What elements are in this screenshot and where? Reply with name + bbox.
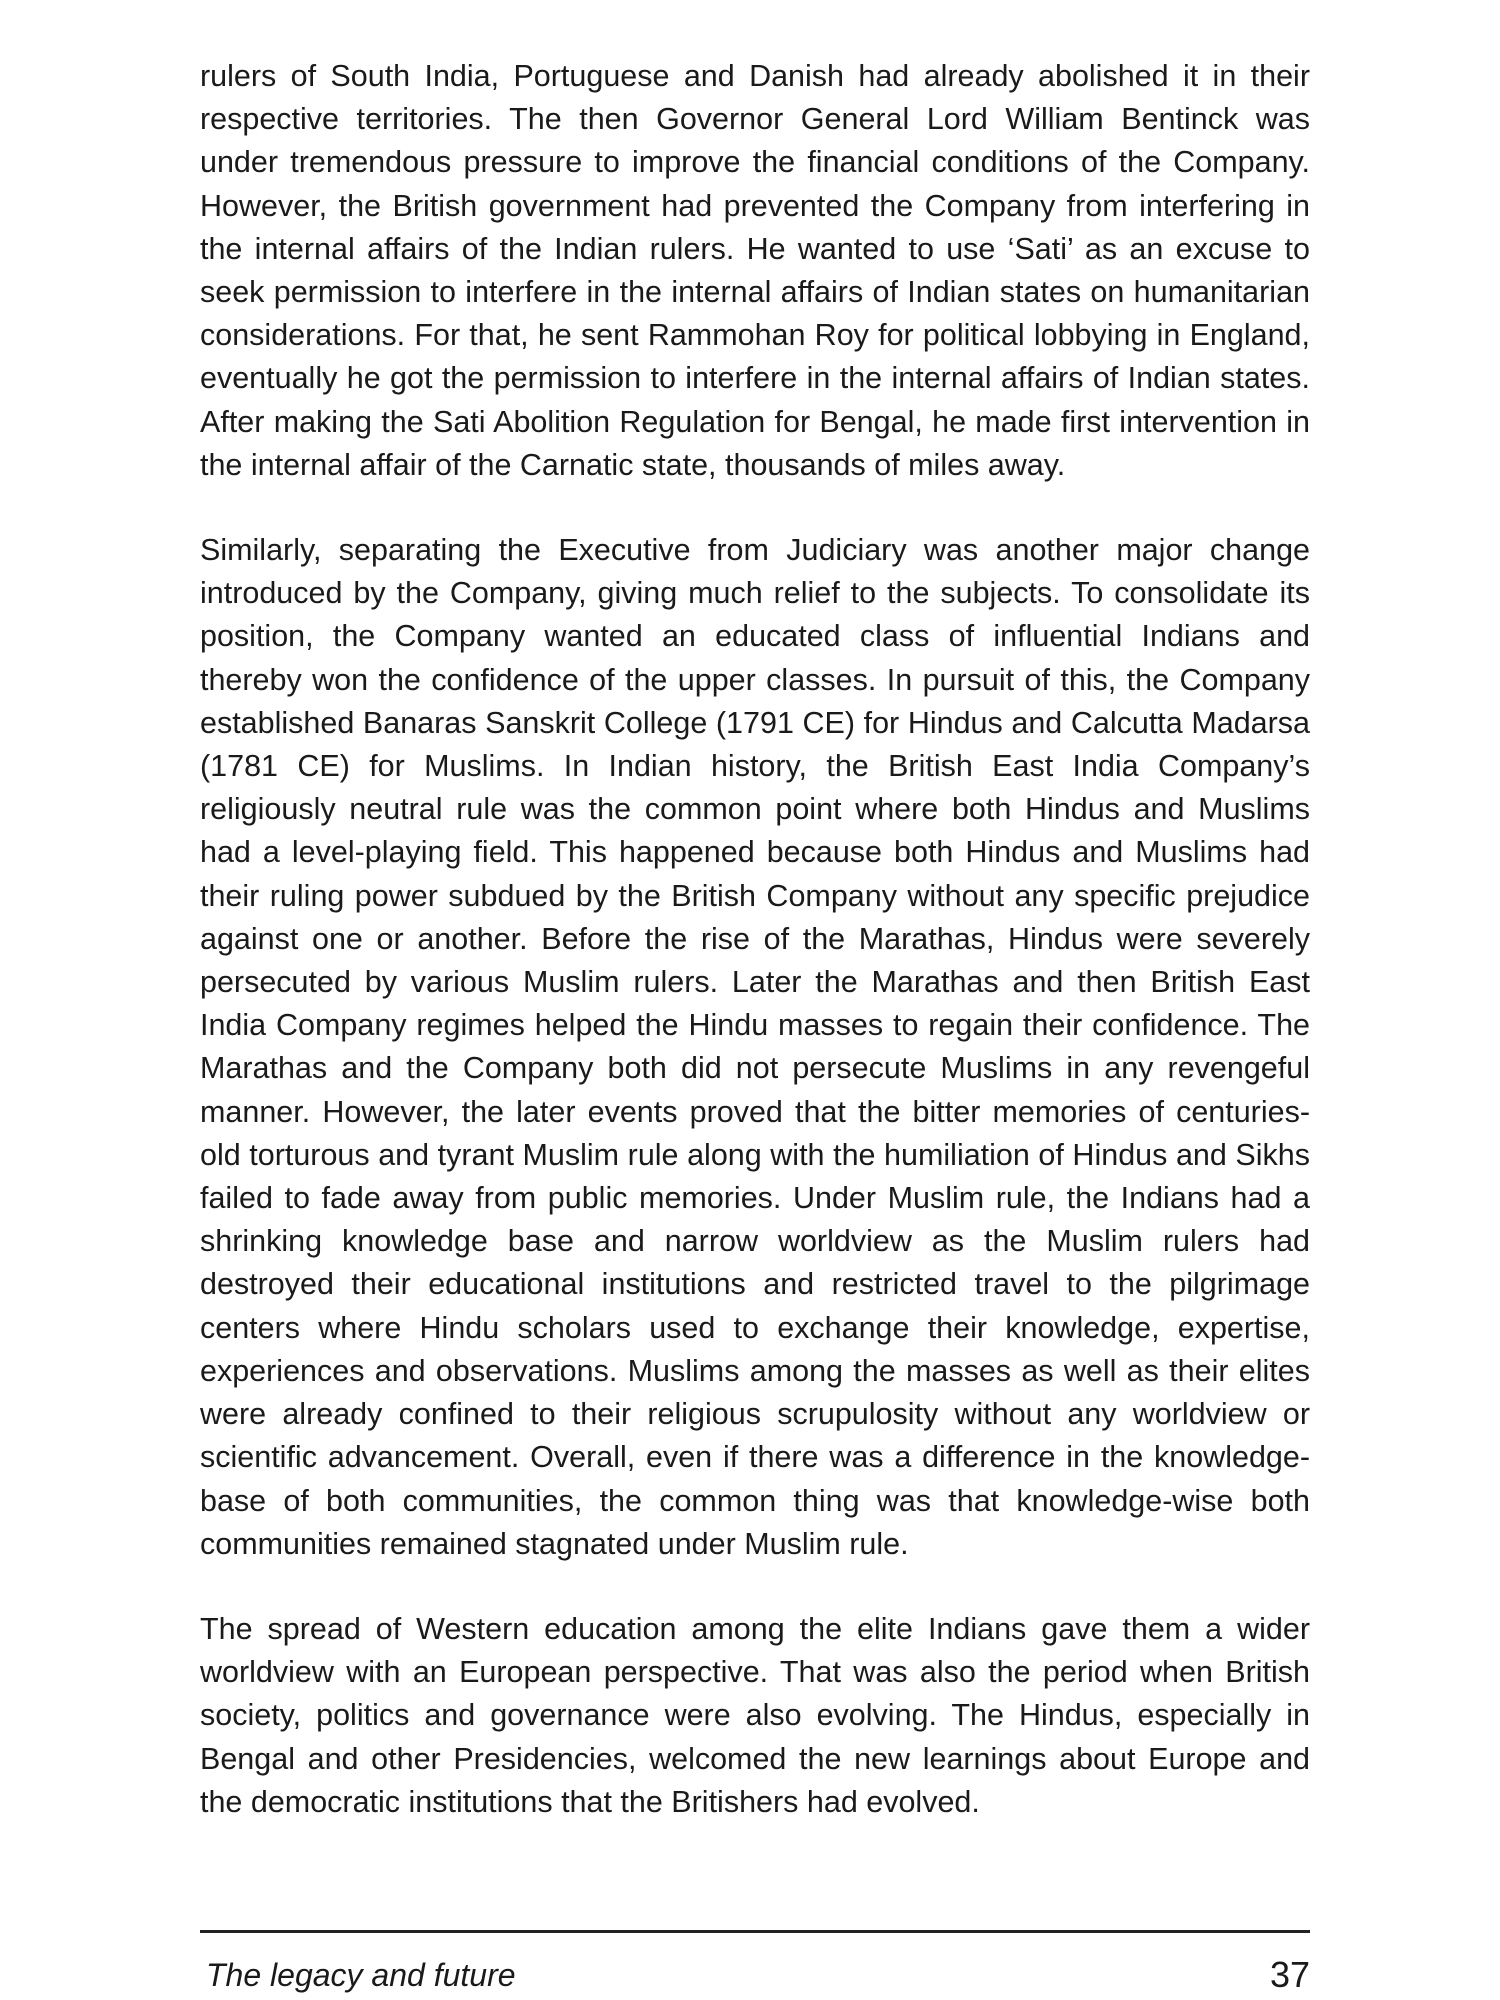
body-paragraph-2: Similarly, separating the Executive from Judiciary was another major change introduced by the Company, giving much relief to the subjects. To consolidate its position, the Company wanted an educated class of influential Indians and thereby won the confidence of the upper classes. In pursuit of this, the Company established Banaras Sanskrit College (1791 CE) for Hindus and Calcutta Madarsa (1781 CE) for Muslims. In Indian history, the British East India Company’s religiously neutral rule was the common point where both Hindus and Muslims had a level-playing field. This happened because both Hindus and Muslims had their ruling power subdued by the British Company without any specific prejudice against one or another. Before the rise of the Marathas, Hindus were severely persecuted by various Muslim rulers. Later the Marathas and then British East India Company regimes helped the Hindu masses to regain their confidence. The Marathas and the Company both did not persecute Muslims in any revengeful manner. However, the later events proved that the bitter memories of centuries-old torturous and tyrant Muslim rule along with the humiliation of Hindus and Sikhs failed to fade away from public memories. Under Muslim rule, the Indians had a shrinking knowledge base and narrow worldview as the Muslim rulers had destroyed their educational institutions and restricted travel to the pilgrimage centers where Hindu scholars used to exchange their knowledge, expertise, experiences and observations. Muslims among the masses as well as their elites were already confined to their religious scrupulosity without any worldview or scientific advancement. Overall, even if there was a difference in the knowledge-base of both communities, the common thing was that knowledge-wise both communities remained stagnated under Muslim rule. (200, 533, 1310, 1561)
body-paragraph-3: The spread of Western education among the elite Indians gave them a wider worldview with an European perspective. That was also the period when British society, politics and governance were also evolving. The Hindus, especially in Bengal and other Presidencies, welcomed the new learnings about Europe and the democratic institutions that the Britishers had evolved. (200, 1611, 1310, 1819)
page-number: 37 (1269, 1954, 1310, 1995)
body-paragraph-1: rulers of South India, Portuguese and Danish had already abolished it in their respective territories. The then Governor General Lord William Bentinck was under tremendous pressure to improve the financial conditions of the Company. However, the British government had prevented the Company from interfering in the internal affairs of the Indian rulers. He wanted to use ‘Sati’ as an excuse to seek permission to interfere in the internal affairs of Indian states on humanitarian considerations. For that, he sent Rammohan Roy for political lobbying in England, eventually he got the permission to interfere in the internal affairs of Indian states. After making the Sati Abolition Regulation for Bengal, he made first intervention in the internal affair of the Carnatic state, thousands of miles away. (200, 59, 1310, 482)
footer-divider (200, 1930, 1310, 1933)
page-footer (200, 1950, 1310, 2000)
running-footer-title: The legacy and future (206, 1956, 516, 1993)
book-page (200, 55, 1310, 1995)
